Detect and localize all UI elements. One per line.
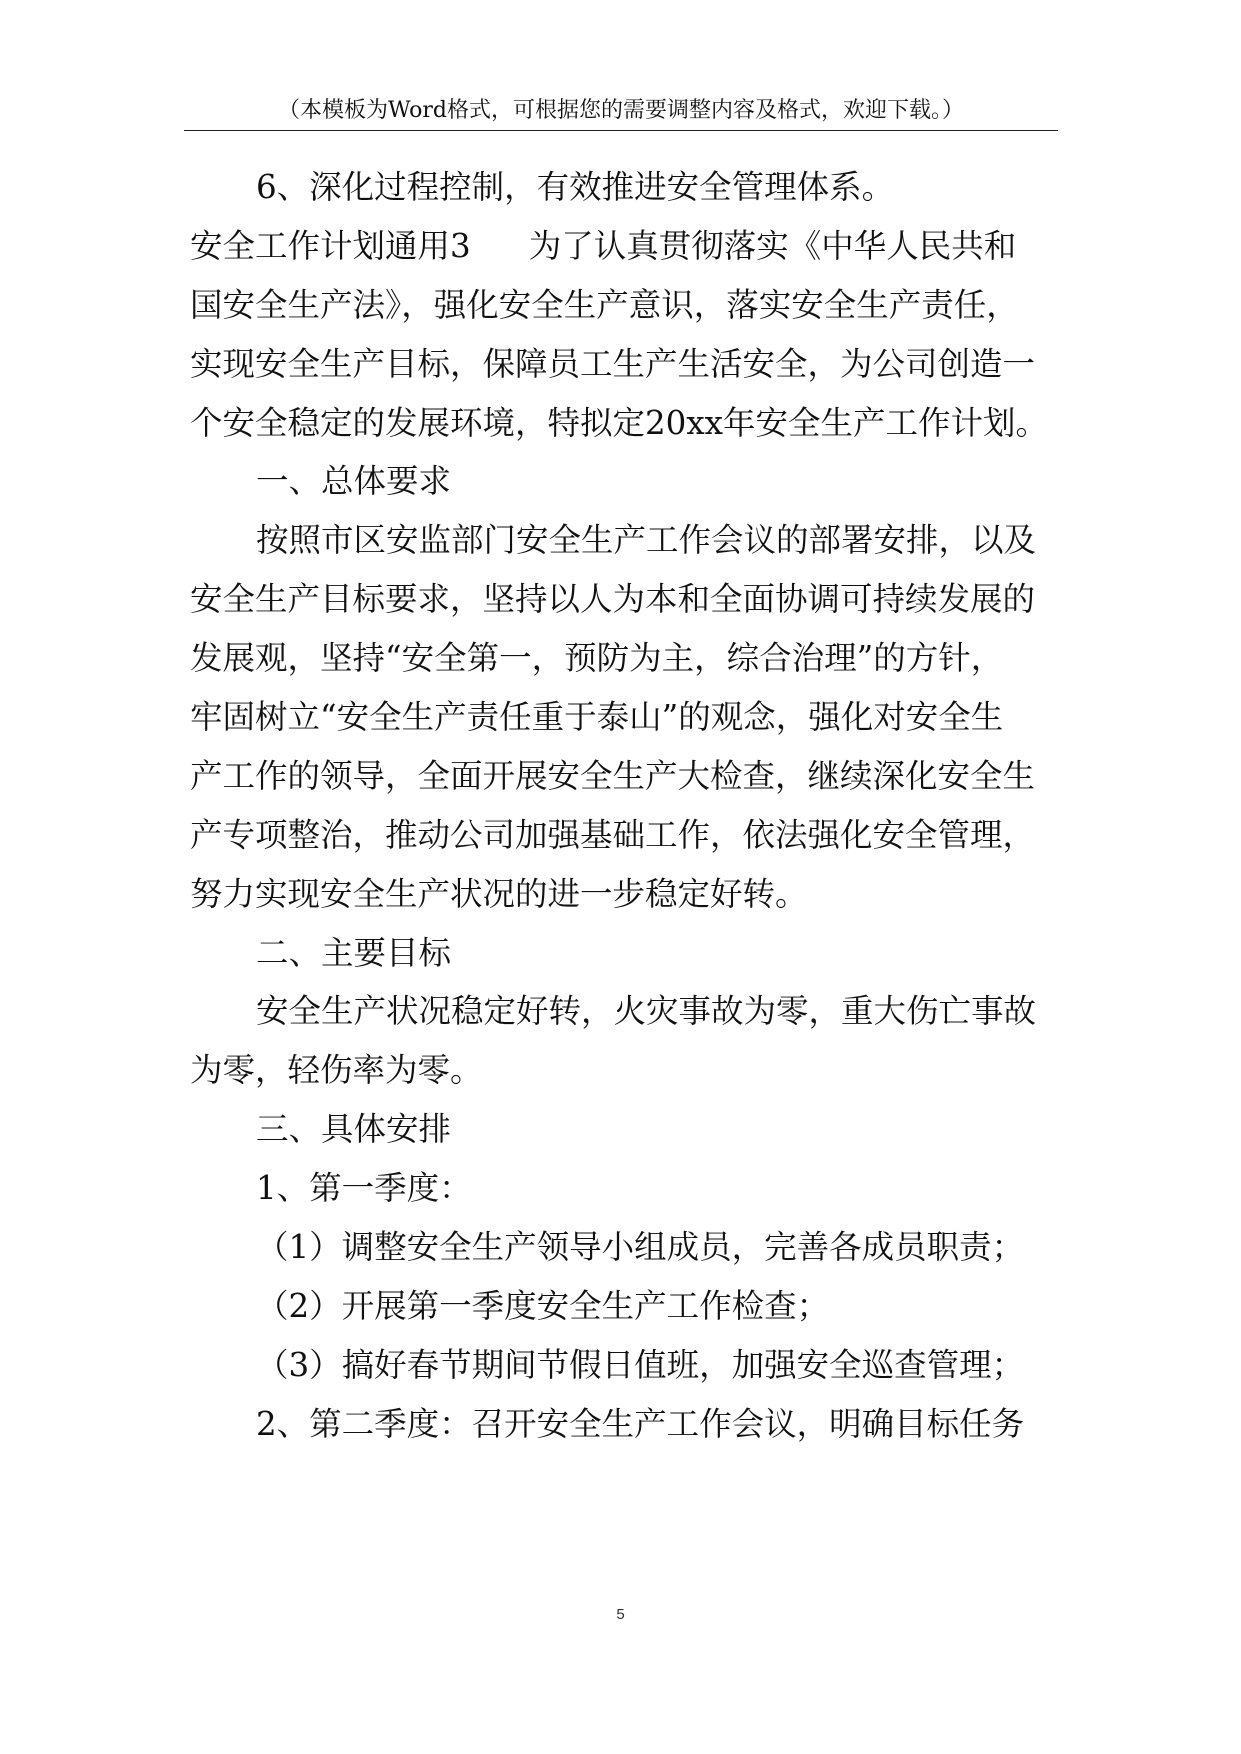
list-item: （1）调整安全生产领导小组成员，完善各成员职责； (256, 1228, 1025, 1267)
paragraph-line (190, 217, 1070, 276)
paragraph-line: 努力实现安全生产状况的进一步稳定好转。 (190, 874, 808, 913)
paragraph-line: 发展观，坚持“安全第一，预防为主，综合治理”的方针， (190, 639, 1004, 678)
list-item: 2、第二季度：召开安全生产工作会议，明确目标任务 (256, 1404, 1025, 1443)
page-number: 5 (616, 1606, 625, 1623)
document-body (190, 158, 1070, 1454)
list-item: （2）开展第一季度安全生产工作检查； (256, 1286, 830, 1325)
paragraph-line: 实现安全生产目标，保障员工生产生活安全，为公司创造一 (190, 344, 1036, 383)
heading-line: 二、主要目标 (256, 933, 452, 972)
paragraph-line: 为零，轻伤率为零。 (190, 1051, 483, 1090)
paragraph-line: 牢固树立“安全生产责任重于泰山”的观念，强化对安全生 (190, 698, 1004, 737)
section-title: 安全工作计划通用3 (190, 226, 471, 265)
header-divider (184, 130, 1058, 131)
list-item: 1、第一季度： (256, 1169, 472, 1208)
list-item: （3）搞好春节期间节假日值班，加强安全巡查管理； (256, 1345, 1025, 1384)
paragraph-line: 产工作的领导，全面开展安全生产大检查，继续深化安全生 (190, 756, 1036, 795)
paragraph-line: 产专项整治，推动公司加强基础工作，依法强化安全管理， (190, 815, 1036, 854)
paragraph-line: 个安全稳定的发展环境，特拟定20xx年安全生产工作计划。 (190, 403, 1049, 442)
heading-line: 一、总体要求 (256, 462, 452, 501)
heading-line: 三、具体安排 (256, 1110, 452, 1149)
page-header: （本模板为Word格式，可根据您的需要调整内容及格式，欢迎下载。） (278, 98, 964, 123)
paragraph-line: 国安全生产法》，强化安全生产意识，落实安全生产责任， (190, 285, 1019, 324)
paragraph-line: 安全生产目标要求，坚持以人为本和全面协调可持续发展的 (190, 580, 1036, 619)
paragraph-line: 6、深化过程控制，有效推进安全管理体系。 (256, 168, 895, 206)
paragraph-line: 按照市区安监部门安全生产工作会议的部署安排，以及 (256, 521, 1037, 560)
paragraph-line: 安全生产状况稳定好转，火灾事故为零，重大伤亡事故 (256, 992, 1037, 1031)
paragraph-text: 为了认真贯彻落实《中华人民共和 (528, 226, 1017, 265)
